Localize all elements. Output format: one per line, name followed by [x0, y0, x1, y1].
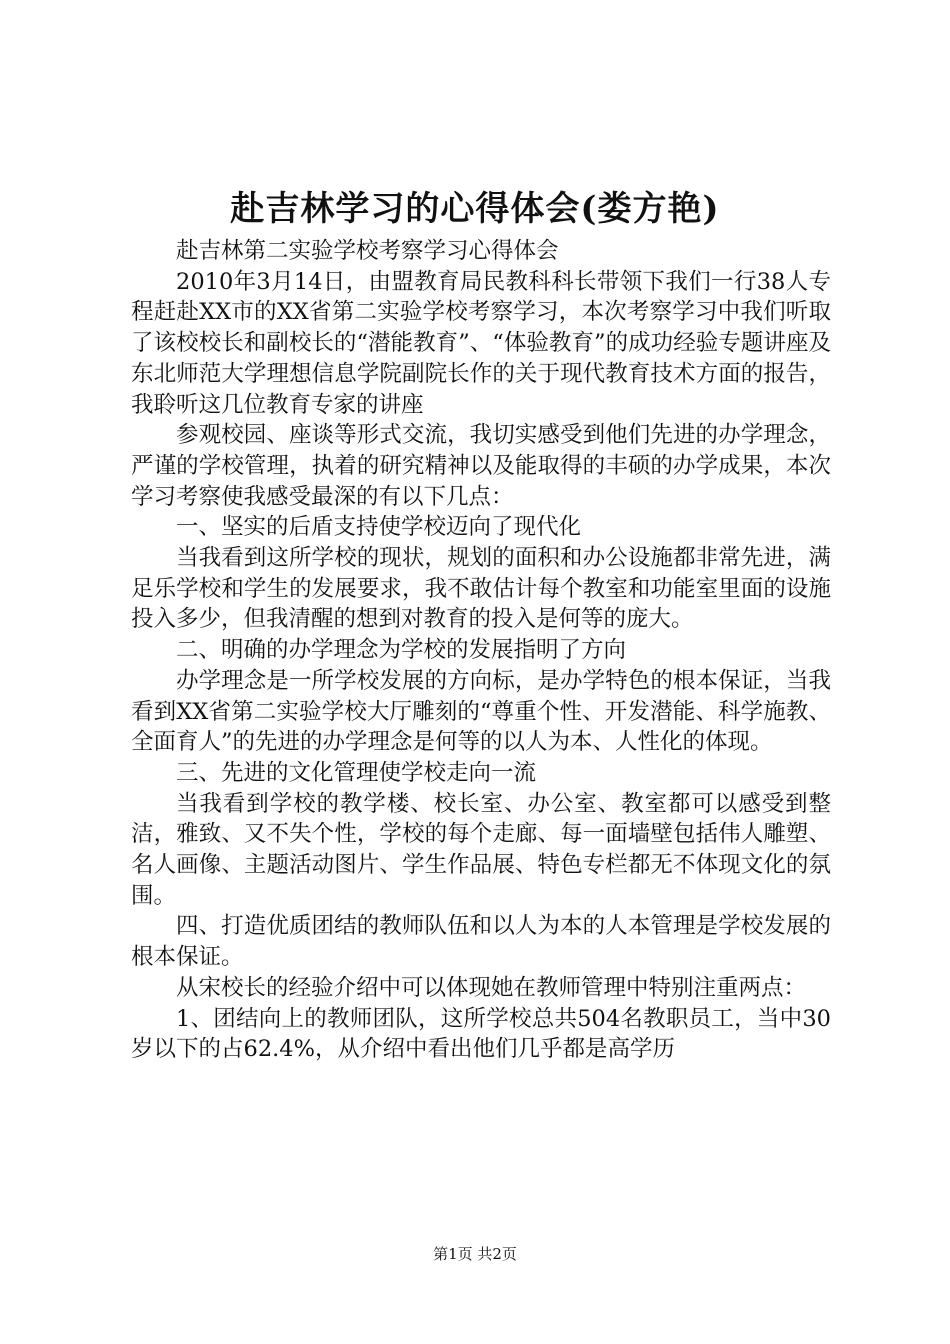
- paragraph-section-4: 从宋校长的经验介绍中可以体现她在教师管理中特别注重两点：: [176, 974, 807, 1001]
- paragraph-observation: 参观校园、座谈等形式交流，我切实感受到他们先进的办学理念，严谨的学校管理，执着的研究精神以及能取得的丰硕的办学成果，本次学习考察使我感受最深的有以下几点：: [131, 422, 831, 510]
- paragraph-section-3: 当我看到学校的教学楼、校长室、办公室、教室都可以感受到整洁，雅致、又不失个性，学校的每个走廊、每一面墙壁包括伟人雕塑、名人画像、主题活动图片、学生作品展、特色专栏都无不体现文化的氛围。: [131, 790, 831, 909]
- page-footer: 第1页 共2页: [433, 1245, 517, 1263]
- section-heading-2: 二、明确的办学理念为学校的发展指明了方向: [176, 637, 627, 664]
- paragraph-section-2: 办学理念是一所学校发展的方向标，是办学特色的根本保证，当我看到XX省第二实验学校大厅雕刻的“尊重个性、开发潜能、科学施教、全面育人”的先进的办学理念是何等的以人为本、人性化的体现。: [131, 667, 831, 756]
- paragraph-subtitle: 赴吉林第二实验学校考察学习心得体会: [176, 238, 559, 264]
- section-heading-3: 三、先进的文化管理使学校走向一流: [176, 759, 537, 786]
- paragraph-intro: 2010年3月14日，由盟教育局民教科科长带领下我们一行38人专程赶赴XX市的XX省第二实验学校考察学习，本次考察学习中我们听取了该校校长和副校长的“潜能教育”、“体验教育”的成功经验专题讲座及东北师范大学理想信息学院副院长作的关于现代教育技术方面的报告，我聆听这几位教育专家的讲座: [131, 268, 831, 418]
- paragraph-section-1: 当我看到这所学校的现状，规划的面积和办公设施都非常先进，满足乐学校和学生的发展要求，我不敢估计每个教室和功能室里面的设施投入多少，但我清醒的想到对教育的投入是何等的庞大。: [131, 545, 831, 633]
- section-heading-4: 四、打造优质团结的教师队伍和以人为本的人本管理是学校发展的根本保证。: [131, 913, 831, 971]
- document-title: 赴吉林学习的心得体会(娄方艳): [230, 189, 720, 229]
- section-heading-1: 一、坚实的后盾支持使学校迈向了现代化: [176, 514, 582, 541]
- document-body: [131, 236, 831, 1065]
- paragraph-point-1: 1、团结向上的教师团队，这所学校总共504名教职员工，当中30岁以下的占62.4%，从介绍中看出他们几乎都是高学历: [131, 1005, 831, 1063]
